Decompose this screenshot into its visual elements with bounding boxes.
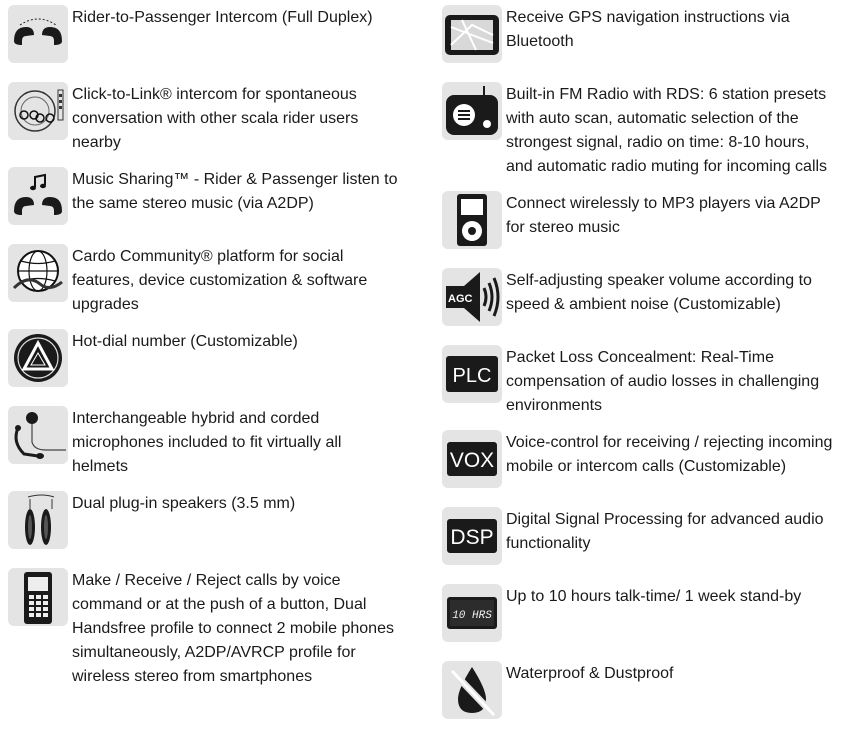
mobile-phone-icon: [8, 568, 68, 626]
feature-text: Click-to-Link® intercom for spontaneous conversation with other scala rider users nearby: [72, 86, 359, 151]
intercom-helmets-icon: [8, 5, 68, 63]
feature-text: Built-in FM Radio with RDS: 6 station presets with auto scan, automatic selection of the strongest signal, radio on time: 8-10 hours, and automatic radio muting for incoming calls: [506, 86, 828, 175]
talk-time-icon: [442, 584, 502, 642]
feature-text: Make / Receive / Reject calls by voice command or at the push of a button, Dual Handsfree profile to connect 2 mobile phones simultaneously, A2DP/AVRCP profile for wireless stereo from smartphones: [72, 572, 394, 685]
feature-text: Receive GPS navigation instructions via Bluetooth: [506, 9, 790, 50]
feature-text: Interchangeable hybrid and corded microphones included to fit virtually all helmets: [72, 410, 342, 475]
agc-label: AGC: [448, 293, 473, 305]
feature-text: Music Sharing™ - Rider & Passenger listen to the same stereo music (via A2DP): [72, 171, 398, 212]
vox-icon: [442, 430, 502, 488]
agc-speaker-icon: [442, 268, 502, 326]
dsp-icon: [442, 507, 502, 565]
feature-text: Digital Signal Processing for advanced audio functionality: [506, 511, 824, 552]
waterproof-icon: [442, 661, 502, 719]
click-to-link-icon: [8, 82, 68, 140]
dsp-label: DSP: [450, 526, 494, 549]
fm-radio-icon: [442, 82, 502, 140]
plc-label: PLC: [452, 365, 492, 387]
vox-label: VOX: [449, 449, 495, 472]
feature-text: Dual plug-in speakers (3.5 mm): [72, 495, 296, 512]
hot-dial-icon: [8, 329, 68, 387]
feature-text: Connect wirelessly to MP3 players via A2DP for stereo music: [506, 195, 821, 236]
feature-text: Packet Loss Concealment: Real-Time compensation of audio losses in challenging environments: [506, 349, 820, 414]
feature-text: Self-adjusting speaker volume according to speed & ambient noise (Customizable): [506, 272, 812, 313]
gps-map-icon: [442, 5, 502, 63]
microphone-icon: [8, 406, 68, 464]
talk-time-label: 10 HRS: [452, 610, 492, 622]
feature-text: Voice-control for receiving / rejecting incoming mobile or intercom calls (Customizable): [506, 434, 833, 475]
feature-text: Up to 10 hours talk-time/ 1 week stand-by: [506, 588, 802, 605]
mp3-player-icon: [442, 191, 502, 249]
feature-text: Rider-to-Passenger Intercom (Full Duplex): [72, 9, 373, 26]
community-globe-icon: [8, 244, 68, 302]
feature-text: Cardo Community® platform for social features, device customization & software upgrades: [72, 248, 368, 313]
music-sharing-icon: [8, 167, 68, 225]
feature-text: Hot-dial number (Customizable): [72, 333, 298, 350]
feature-text: Waterproof & Dustproof: [506, 665, 674, 682]
plc-icon: [442, 345, 502, 403]
speakers-icon: [8, 491, 68, 549]
